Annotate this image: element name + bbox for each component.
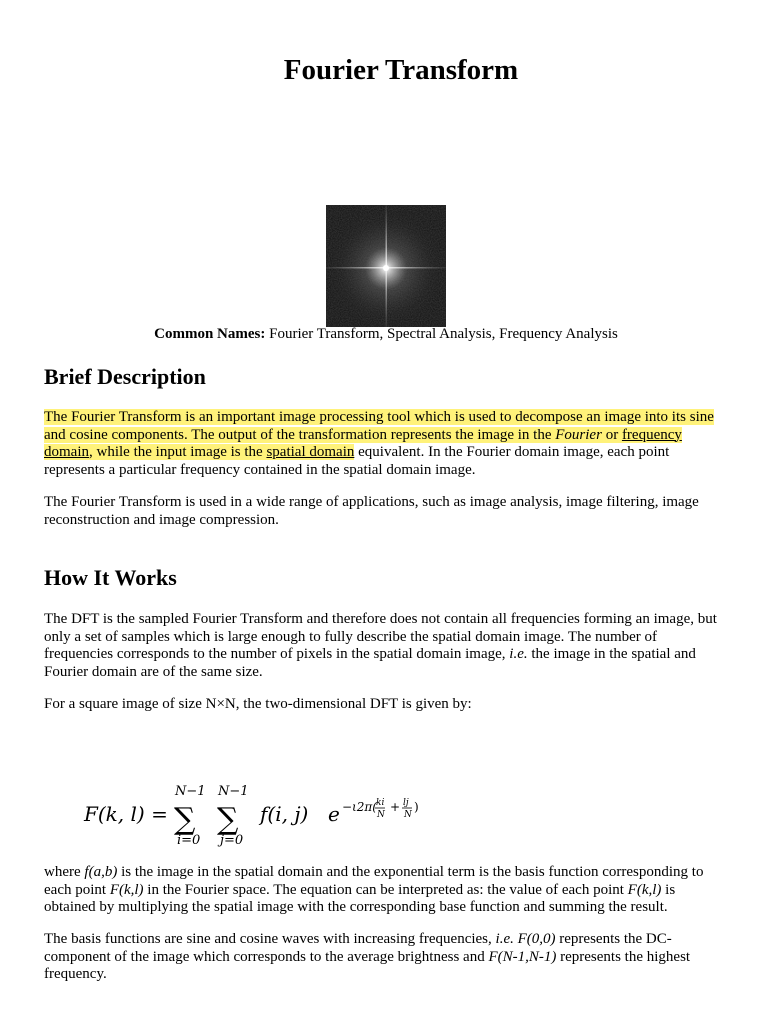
p3-text-a: where (44, 864, 81, 880)
brief-text-3: equivalent. In the Fourier domain image, each point represents a particular frequency contained in the spatial domain image. (44, 444, 670, 478)
brief-text-1: The Fourier Transform is an important image processing tool which is used to decompose an image into its sine and cosine components. The output of the transformation represents the image in the (44, 409, 714, 443)
p3-fab: f(a,b) (84, 864, 118, 880)
formula-lhs: F(k, l) = (84, 802, 168, 826)
p3-fkl: F(k,l) (109, 881, 144, 898)
p4-f00: F(0,0) (517, 931, 556, 947)
frac2-den: N (404, 810, 412, 820)
fourier-italic: Fourier (555, 426, 602, 443)
brief-text-2: , while the input image is the (89, 444, 263, 460)
formula-exp: −ι2π( (342, 800, 377, 814)
sum2-lower: j=0 (220, 833, 244, 848)
how-it-works-heading: How It Works (44, 565, 177, 590)
sum2-upper: N−1 (218, 784, 249, 799)
p3-text-d: is obtained by multiplying the spatial image with the corresponding base function and summing the result. (44, 881, 676, 915)
formula-e: e (328, 802, 340, 826)
sum1-sigma: ∑ (174, 802, 196, 837)
p4-fn1: F(N-1,N-1) (488, 948, 557, 965)
frac1-num: ki (376, 798, 385, 808)
p3-fkl-2: F(k,l) (627, 881, 662, 898)
p3-text-c: in the Fourier space. The equation can be interpreted as: the value of each point (147, 881, 624, 898)
p4-ie: i.e. (495, 931, 514, 947)
dft-formula (80, 778, 480, 850)
frac2-num: lj (403, 798, 409, 808)
brief-paragraph-1 (44, 409, 724, 479)
common-names-label: Common Names: (154, 326, 266, 342)
sum1-lower: i=0 (177, 833, 201, 848)
frac1-den: N (377, 810, 385, 820)
common-names-value: Fourier Transform, Spectral Analysis, Frequency Analysis (269, 326, 618, 342)
how-paragraph-3 (44, 864, 724, 917)
or-text: or (605, 426, 619, 443)
p4-text-c: represents the highest frequency. (44, 948, 691, 982)
formula-f: f(i, j) (260, 802, 309, 826)
p4-text-b: represents the DC-component of the image which corresponds to the average brightness and (44, 931, 672, 965)
brief-description-heading: Brief Description (44, 364, 206, 389)
fourier-spectrum-image (326, 205, 446, 327)
p4-text-a: The basis functions are sine and cosine waves with increasing frequencies, (44, 931, 492, 947)
how-paragraph-1 (44, 611, 724, 681)
spatial-domain-link[interactable]: spatial domain (266, 444, 355, 460)
formula-plus: + (390, 800, 401, 814)
page-title: Fourier Transform (283, 54, 519, 86)
how-paragraph-2: For a square image of size N×N, the two-dimensional DFT is given by: (44, 696, 472, 712)
sum1-upper: N−1 (175, 784, 206, 799)
brief-paragraph-2: The Fourier Transform is used in a wide range of applications, such as image analysis, image filtering, image reconstruction and image compression. (44, 494, 699, 528)
frequency-domain-link[interactable]: frequency domain (44, 426, 682, 460)
ie-italic: i.e. (509, 646, 528, 662)
sum2-sigma: ∑ (217, 802, 239, 837)
how-text-2: the image in the spatial and Fourier domain are of the same size. (44, 646, 696, 680)
how-text-1: The DFT is the sampled Fourier Transform and therefore does not contain all frequencies forming an image, but only a set of samples which is large enough to fully describe the spatial domain image. The number of frequencies corresponds to the number of pixels in the spatial domain image, (44, 611, 717, 662)
formula-close: ) (414, 800, 419, 814)
common-names (44, 325, 728, 344)
p3-text-b: is the image in the spatial domain and the exponential term is the basis function corresponding to each point (44, 864, 704, 898)
how-paragraph-4 (44, 931, 724, 984)
